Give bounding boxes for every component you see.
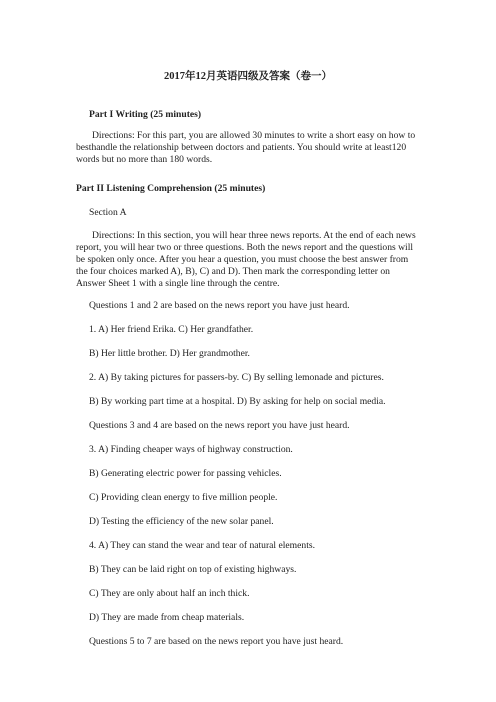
question-line: 2. A) By taking pictures for passers-by. C) By selling lemonade and pictures. [89,372,384,383]
question-line: B) Generating electric power for passing vehicles. [89,468,282,479]
question-line: C) Providing clean energy to five million people. [89,492,278,503]
part2-heading: Part II Listening Comprehension (25 minutes) [76,183,266,194]
section-a-heading: Section A [89,207,127,218]
question-line: B) They can be laid right on top of existing highways. [89,564,297,575]
part1-heading: Part I Writing (25 minutes) [89,109,202,120]
question-line: D) They are made from cheap materials. [89,612,245,623]
question-line: 4. A) They can stand the wear and tear of natural elements. [89,540,315,551]
document-title: 2017年12月英语四级及答案（卷一） [164,71,332,82]
question-group-intro: Questions 5 to 7 are based on the news report you have just heard. [89,636,344,647]
question-line: B) By working part time at a hospital. D) By asking for help on social media. [89,396,386,407]
question-line: 3. A) Finding cheaper ways of highway construction. [89,444,293,455]
question-line: C) They are only about half an inch thick. [89,588,250,599]
question-line: 1. A) Her friend Erika. C) Her grandfather. [89,324,254,335]
part2-directions: Directions: In this section, you will hear three news reports. At the end of each news report, you will hear two or three questions. Both the news report and the questions will be spoken only once. After you hear a question, you must choose the best answer from the four choices marked A), B), C) and D). Then mark the corresponding letter on Answer Sheet 1 with a single line through the centre. [76,230,416,289]
question-group-intro: Questions 3 and 4 are based on the news report you have just heard. [89,420,350,431]
question-line: D) Testing the efficiency of the new solar panel. [89,516,274,527]
part1-directions: Directions: For this part, you are allowed 30 minutes to write a short easy on how to besthandle the relationship between doctors and patients. You should write at least120 words but no more than 180 words. [76,130,416,165]
question-line: B) Her little brother. D) Her grandmother. [89,348,250,359]
question-group-intro: Questions 1 and 2 are based on the news report you have just heard. [89,300,350,311]
